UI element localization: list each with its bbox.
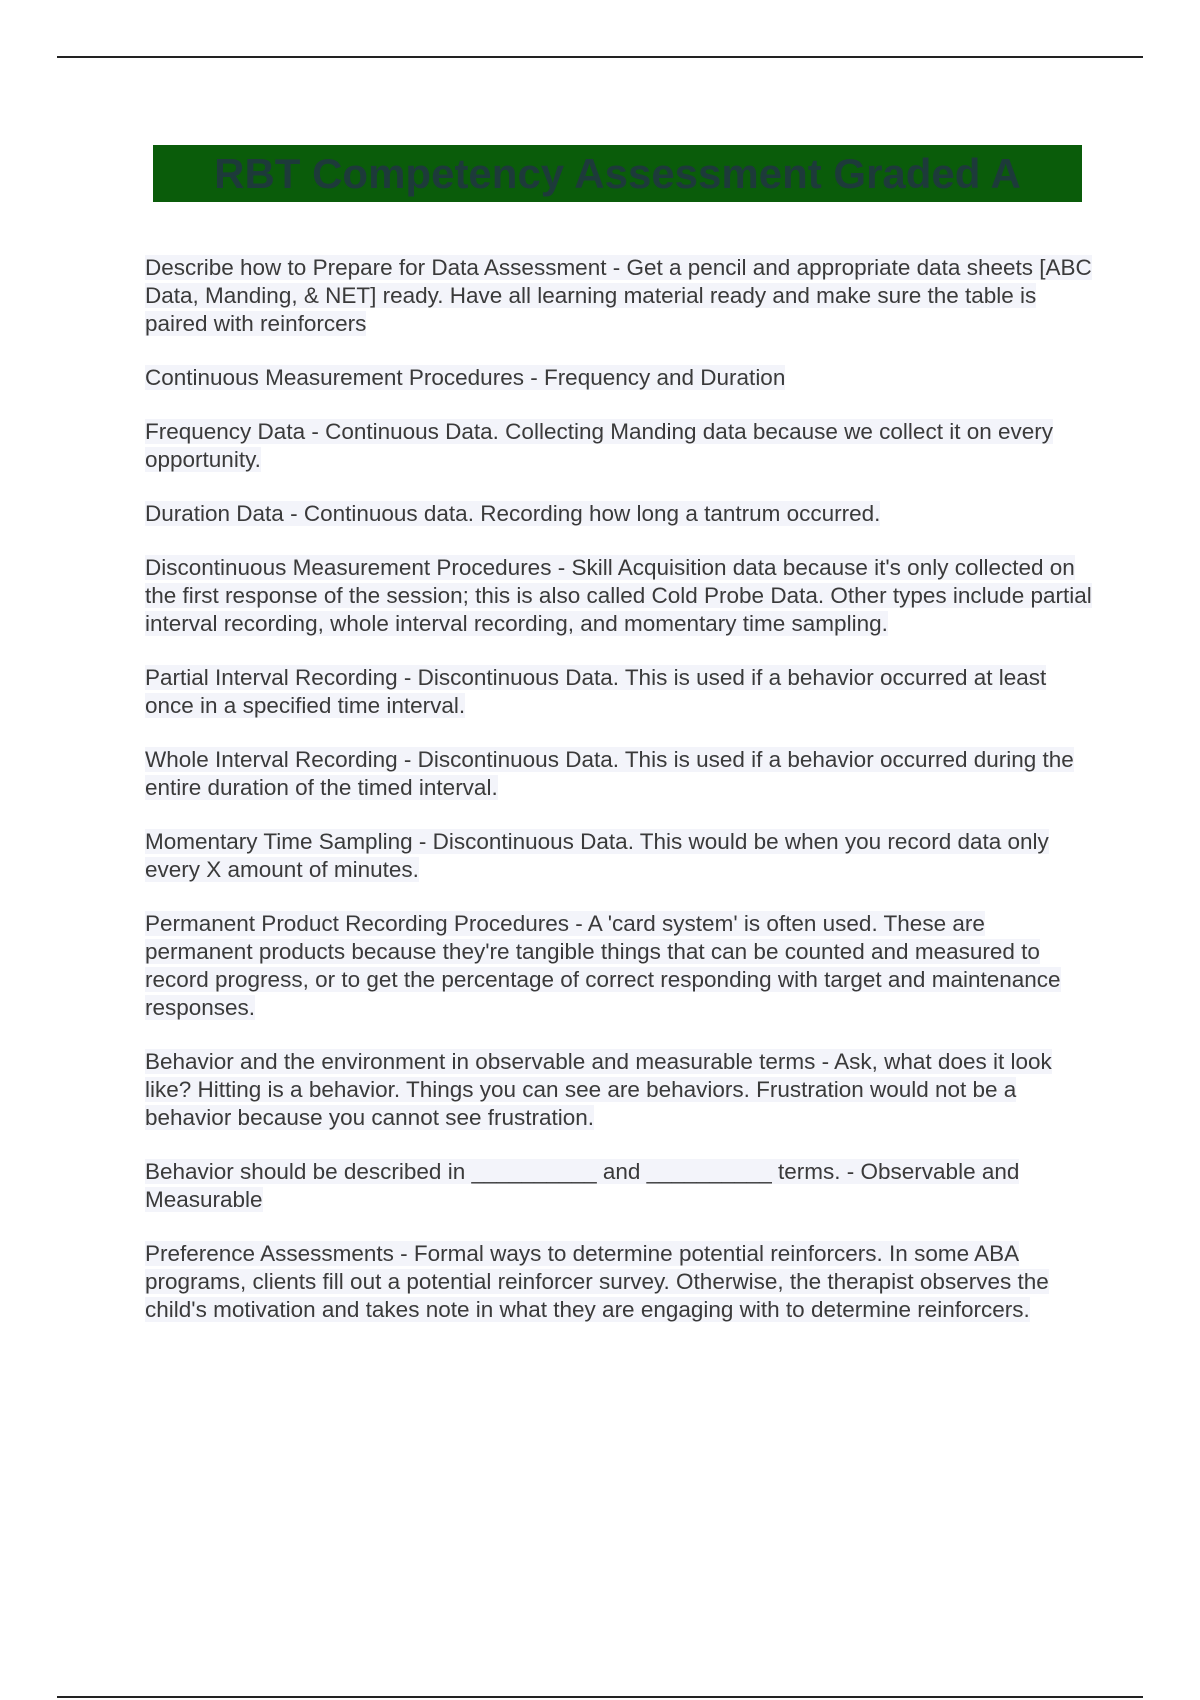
title-banner <box>153 145 1082 202</box>
entry-duration-data: Duration Data - Continuous data. Recording how long a tantrum occurred. <box>145 501 881 526</box>
entry-frequency-data: Frequency Data - Continuous Data. Collecting Manding data because we collect it on every opportunity. <box>145 419 1053 472</box>
top-rule <box>57 56 1143 58</box>
entry-whole-interval: Whole Interval Recording - Discontinuous Data. This is used if a behavior occurred during the entire duration of the timed interval. <box>145 747 1074 800</box>
entry-permanent-product: Permanent Product Recording Procedures - A 'card system' is often used. These are permanent products because they're tangible things that can be counted and measured to record progress, or to get the percentage of correct responding with target and maintenance responses. <box>145 911 1061 1020</box>
bottom-rule <box>57 1696 1143 1698</box>
entry-continuous-measurement: Continuous Measurement Procedures - Frequency and Duration <box>145 365 786 390</box>
entry-discontinuous-measurement: Discontinuous Measurement Procedures - Skill Acquisition data because it's only collected on the first response of the session; this is also called Cold Probe Data. Other types include partial interval recording, whole interval recording, and momentary time sampling. <box>145 555 1092 636</box>
entry-preference-assessments: Preference Assessments - Formal ways to determine potential reinforcers. In some ABA programs, clients fill out a potential reinforcer survey. Otherwise, the therapist observes the child's motivation and takes note in what they are engaging with to determine reinforcers. <box>145 1241 1049 1322</box>
entry-momentary-time-sampling: Momentary Time Sampling - Discontinuous Data. This would be when you record data only every X amount of minutes. <box>145 829 1049 882</box>
entry-behavior-environment: Behavior and the environment in observable and measurable terms - Ask, what does it look like? Hitting is a behavior. Things you can see are behaviors. Frustration would not be a behavior because you cannot see frustration. <box>145 1049 1052 1130</box>
document-body <box>145 254 1095 1350</box>
document-title: RBT Competency Assessment Graded A <box>214 149 1021 197</box>
entry-behavior-described: Behavior should be described in __________ and __________ terms. - Observable and Measurable <box>145 1159 1020 1212</box>
entry-prepare-data-assessment: Describe how to Prepare for Data Assessment - Get a pencil and appropriate data sheets [ABC Data, Manding, & NET] ready. Have all learning material ready and make sure the table is paired with reinforcers <box>145 255 1092 336</box>
entry-partial-interval: Partial Interval Recording - Discontinuous Data. This is used if a behavior occurred at least once in a specified time interval. <box>145 665 1047 718</box>
